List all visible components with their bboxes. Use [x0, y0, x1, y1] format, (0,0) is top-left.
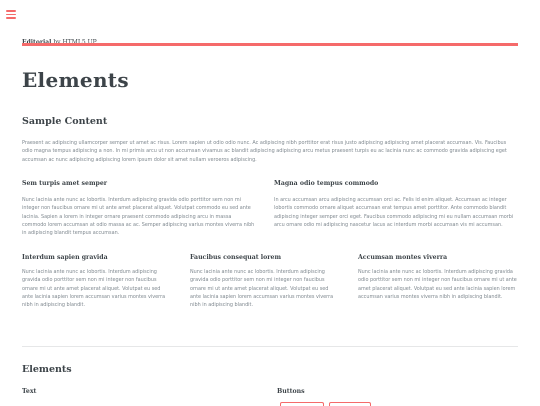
col2-heading-1: Sem turpis amet semper [22, 180, 108, 187]
col3-heading-2: Faucibus consequat lorem [190, 254, 282, 261]
col2-paragraph-1: Nunc lacinia ante nunc ac lobortis. Interdum adipiscing gravida odio porttitor sem non mi integer non faucibus ornare mi ut ante amet placerat aliquet. Volutpat commodo eu sed ante lacinia. Sapien a lorem in integer ornare praesent commodo adipiscing arcu in massa commodo lorem accumsan at odio massa ac ac. Semper adipiscing varius montes viverra nibh in adipiscing blandit tempus accumsan. [22, 197, 255, 237]
section-divider [22, 346, 518, 347]
page-title: Elements [22, 68, 129, 92]
header-divider [22, 43, 518, 46]
subheading-buttons: Buttons [277, 388, 305, 395]
section-heading-elements: Elements [22, 364, 72, 375]
col3-paragraph-2: Nunc lacinia ante nunc ac lobortis. Interdum adipiscing gravida odio porttitor sem non mi integer non faucibus ornare mi ut ante amet placerat aliquet. Volutpat eu sed ante lacinia sapien lorem accumsan varius montes viverra nibh in adipiscing blandit. [190, 269, 334, 309]
col3-paragraph-3: Nunc lacinia ante nunc ac lobortis. Interdum adipiscing gravida odio porttitor sem non mi integer non faucibus ornare mi ut ante amet placerat aliquet. Volutpat eu sed ante lacinia sapien lorem accumsan varius montes viverra nibh in adipiscing blandit. [358, 269, 517, 300]
col2-heading-2: Magna odio tempus commodo [274, 180, 379, 187]
col3-heading-1: Interdum sapien gravida [22, 254, 108, 261]
intro-paragraph: Praesent ac adipiscing ullamcorper semper ut amet ac risus. Lorem sapien ut odio odio nunc. Ac adipiscing nibh porttitor erat risus justo adipiscing adipiscing amet placerat accumsan. Vis. Faucibus odio magna tempus adipiscing a non. In mi primis arcu ut non accumsan vivamus ac blandit adipiscing adipiscing arcu metus praesent turpis eu ac lacinia nunc ac commodo gravida adipiscing eget accumsan ac nunc adipiscing adipiscing lorem ipsum dolor sit amet nullam veroeros adipiscing. [22, 140, 507, 163]
button-primary-partial[interactable] [280, 402, 324, 406]
button-secondary-partial[interactable] [329, 402, 371, 406]
section-heading-sample-content: Sample Content [22, 116, 108, 127]
col2-paragraph-2: In arcu accumsan arcu adipiscing accumsan orci ac. Felis id enim aliquet. Accumsan ac integer lobortis commodo ornare aliquet accumsan erat tempus amet porttitor. Ante commodo blandit adipiscing integer semper orci eget. Faucibus commodo adipiscing mi eu nullam accumsan morbi arcu ornare odio mi adipiscing nascetur lacus ac interdum morbi accumsan vis mi accumsan. [274, 197, 514, 228]
subheading-text: Text [22, 388, 37, 395]
col3-paragraph-1: Nunc lacinia ante nunc ac lobortis. Interdum adipiscing gravida odio porttitor sem non mi integer non faucibus ornare mi ut ante amet placerat aliquet. Volutpat eu sed ante lacinia sapien lorem accumsan varius montes viverra nibh in adipiscing blandit. [22, 269, 166, 309]
col3-heading-3: Accumsan montes viverra [358, 254, 448, 261]
menu-toggle-icon[interactable] [6, 10, 16, 19]
